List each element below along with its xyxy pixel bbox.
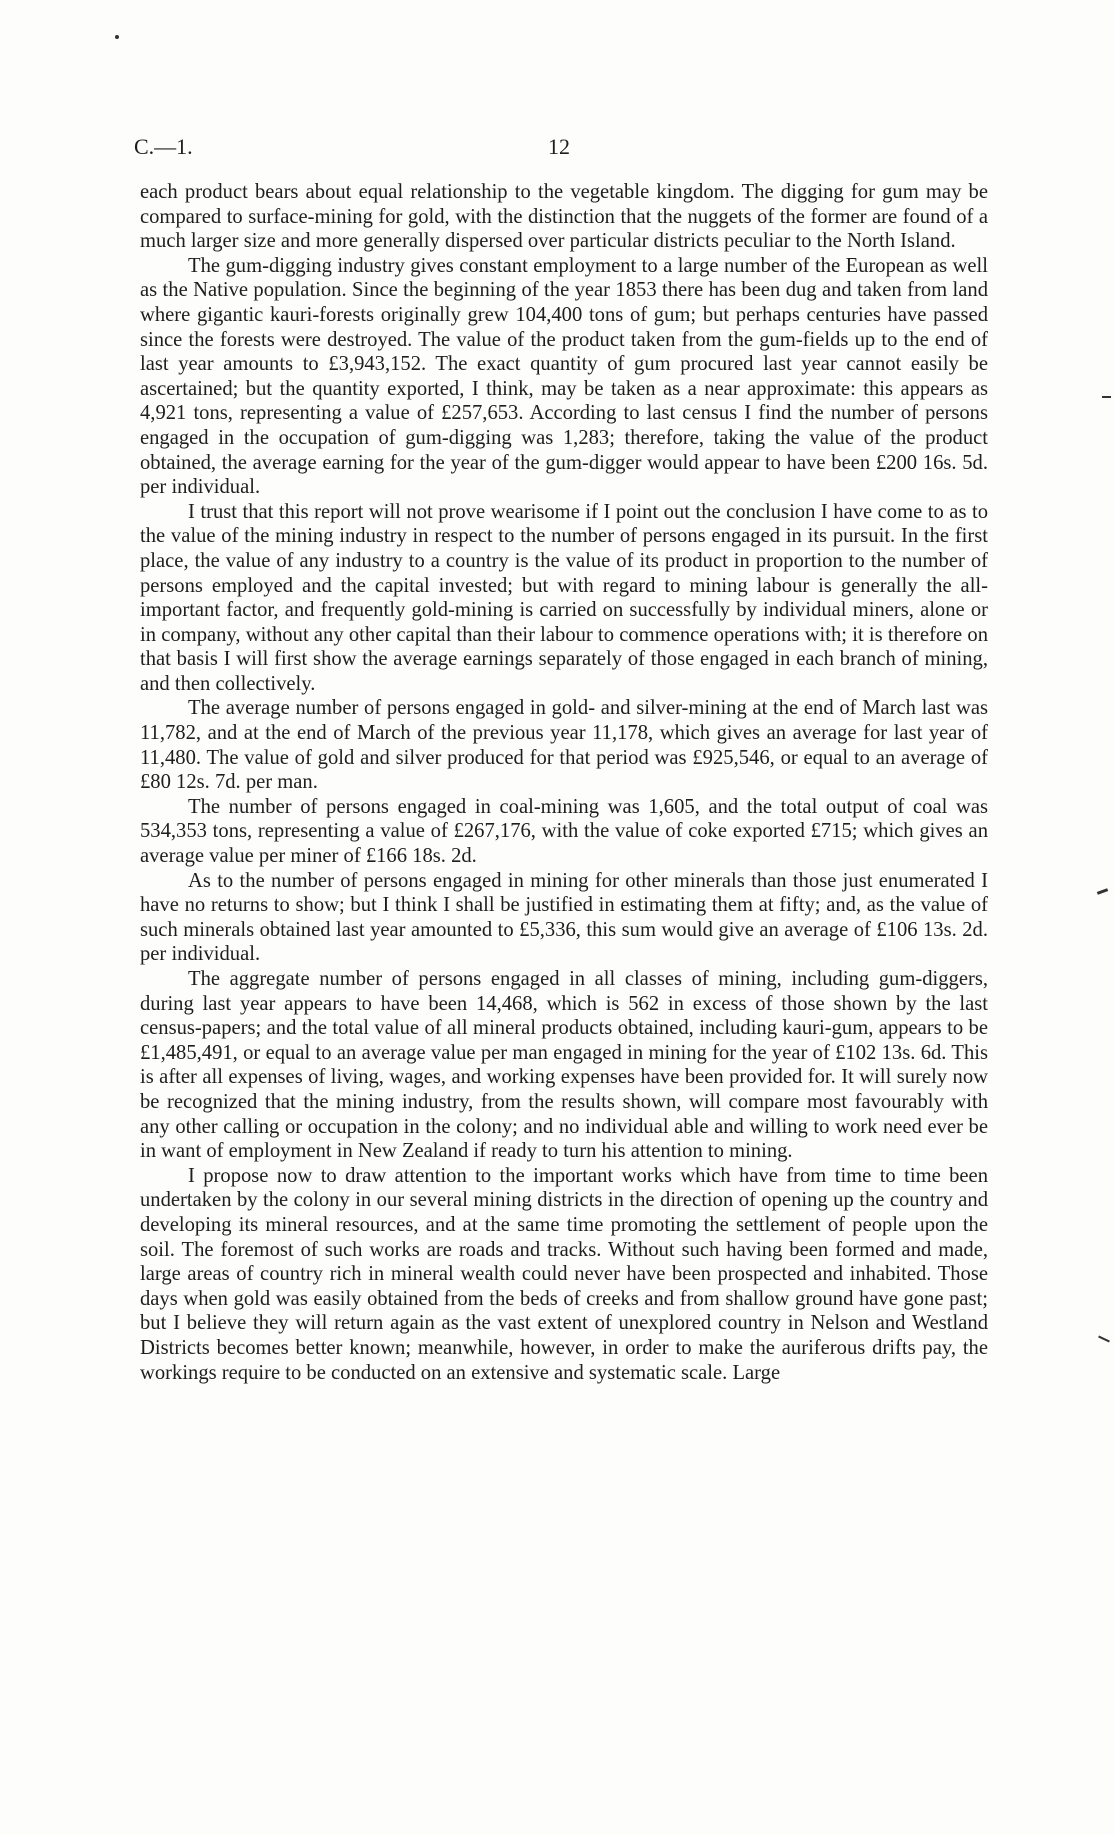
scan-speck bbox=[1098, 1336, 1110, 1343]
paragraph-gum-digging-industry: The gum-digging industry gives constant employment to a large number of the European as well as the Native population. Since the beginning of the year 1853 there has been dug and taken from land where gigantic kauri-forests originally grew 104,400 tons of gum; but perhaps centuries have passed since the forests were destroyed. The value of the product taken from the gum-fields up to the end of last year amounts to £3,943,152. The exact quantity of gum procured last year cannot easily be ascertained; but the quantity exported, I think, may be taken as a near approximate: this appears as 4,921 tons, representing a value of £257,653. According to last census I find the number of persons engaged in the occupation of gum-digging was 1,283; therefore, taking the value of the product obtained, the average earning for the year of the gum-digger would appear to have been £200 16s. 5d. per individual. bbox=[140, 254, 988, 499]
page-header bbox=[134, 134, 992, 162]
paragraph-roads-and-tracks: I propose now to draw attention to the important works which have from time to time been undertaken by the colony in our several mining districts in the direction of opening up the country and developing its mineral resources, and at the same time promoting the settlement of people upon the soil. The foremost of such works are roads and tracks. Without such having been formed and made, large areas of country rich in mineral wealth could never have been prospected and inhabited. Those days when gold was easily obtained from the beds of creeks and from shallow ground have gone past; but I believe they will return again as the vast extent of unexplored country in Nelson and Westland Districts becomes better known; meanwhile, however, in order to make the auriferous drifts pay, the workings require to be conducted on an extensive and systematic scale. Large bbox=[140, 1164, 988, 1384]
scan-speck bbox=[1102, 396, 1111, 398]
scan-speck bbox=[1097, 888, 1108, 895]
scan-speck bbox=[115, 35, 119, 39]
paragraph-gold-silver-mining: The average number of persons engaged in gold- and silver-mining at the end of March last was 11,782, and at the end of March of the previous year 11,178, which gives an average for last year of 11,480. The value of gold and silver produced for that period was £925,546, or equal to an average of £80 12s. 7d. per man. bbox=[140, 697, 988, 794]
document-reference: C.—1. bbox=[134, 134, 193, 159]
page-number: 12 bbox=[548, 134, 570, 159]
paragraph-gum-comparison: each product bears about equal relationship to the vegetable kingdom. The digging for gum may be compared to surface-mining for gold, with the distinction that the nuggets of the former are found of a much larger size and more generally dispersed over particular districts peculiar to the North Island. bbox=[140, 181, 988, 253]
paragraph-coal-mining: The number of persons engaged in coal-mining was 1,605, and the total output of coal was 534,353 tons, representing a value of £267,176, with the value of coke exported £715; which gives an average value per miner of £166 18s. 2d. bbox=[140, 795, 988, 868]
paragraph-aggregate-mining: The aggregate number of persons engaged in all classes of mining, including gum-diggers, during last year appears to have been 14,468, which is 562 in excess of those shown by the last census-papers; and the total value of all mineral products obtained, including kauri-gum, appears to be £1,485,491, or equal to an average value per man engaged in mining for the year of £102 13s. 6d. This is after all expenses of living, wages, and working expenses have been provided for. It will surely now be recognized that the mining industry, from the results shown, will compare most favourably with any other calling or occupation in the colony; and no individual able and willing to work need ever be in want of employment in New Zealand if ready to turn his attention to mining. bbox=[140, 968, 988, 1163]
paragraph-mining-value-conclusion: I trust that this report will not prove wearisome if I point out the conclusion I have come to as to the value of the mining industry in respect to the number of persons engaged in its pursuit. In the first place, the value of any industry to a country is the value of its product in proportion to the number of persons employed and the capital invested; but with regard to mining labour is generally the all-important factor, and frequently gold-mining is carried on successfully by individual miners, alone or in company, without any other capital than their labour to commence operations with; it is therefore on that basis I will first show the average earnings separately of those engaged in each branch of mining, and then collectively. bbox=[140, 500, 988, 695]
paragraph-other-minerals: As to the number of persons engaged in mining for other minerals than those just enumerated I have no returns to show; but I think I shall be justified in estimating them at fifty; and, as the value of such minerals obtained last year amounted to £5,336, this sum would give an average of £106 13s. 2d. per individual. bbox=[140, 869, 988, 966]
body-text bbox=[140, 180, 988, 1385]
